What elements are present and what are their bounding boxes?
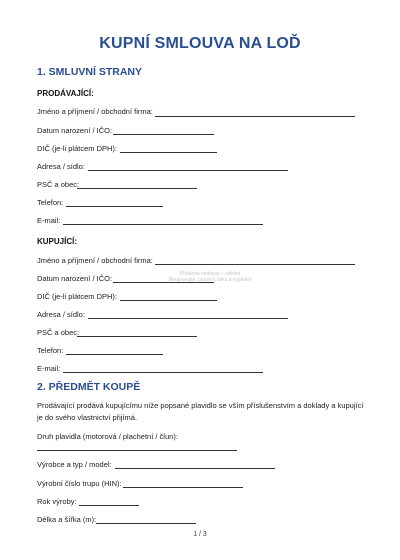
manufacturer-line[interactable] bbox=[115, 468, 275, 469]
dimensions-line[interactable] bbox=[96, 523, 196, 524]
buyer-address-label: Adresa / sídlo: bbox=[37, 310, 85, 319]
seller-name-line[interactable] bbox=[155, 116, 355, 117]
subject-paragraph bbox=[37, 400, 367, 424]
buyer-email-line[interactable] bbox=[63, 372, 263, 373]
seller-birthdate-label: Datum narození / IČO: bbox=[37, 126, 113, 135]
hin-label: Výrobní číslo trupu (HIN): bbox=[37, 479, 122, 488]
buyer-email-label: E-mail: bbox=[37, 364, 61, 373]
seller-email-label: E-mail: bbox=[37, 216, 61, 225]
seller-email-line[interactable] bbox=[63, 224, 263, 225]
buyer-zip-line[interactable] bbox=[77, 336, 197, 337]
watermark bbox=[140, 271, 280, 283]
buyer-vat-label: DIČ (je-li plátcem DPH): bbox=[37, 292, 118, 301]
buyer-vat-line[interactable] bbox=[120, 300, 217, 301]
watermark-line-1: Předloha smlouvy – náhled bbox=[179, 271, 241, 277]
buyer-label: KUPUJÍCÍ: bbox=[37, 237, 78, 246]
buyer-zip-label: PSČ a obec: bbox=[37, 328, 80, 337]
watermark-line-2: Neupravujte, pouze k tisku a vyplnění bbox=[168, 277, 252, 283]
seller-vat-line[interactable] bbox=[120, 152, 217, 153]
vessel-type-line[interactable] bbox=[37, 450, 237, 451]
buyer-name-line[interactable] bbox=[155, 264, 355, 265]
seller-phone-label: Telefon: bbox=[37, 198, 64, 207]
year-label: Rok výroby: bbox=[37, 497, 77, 506]
seller-phone-line[interactable] bbox=[66, 206, 163, 207]
seller-vat-label: DIČ (je-li plátcem DPH): bbox=[37, 144, 118, 153]
dimensions-label: Délka a šířka (m): bbox=[37, 515, 97, 524]
buyer-phone-label: Telefon: bbox=[37, 346, 64, 355]
seller-address-line[interactable] bbox=[88, 170, 288, 171]
seller-label: PRODÁVAJÍCÍ: bbox=[37, 89, 94, 98]
buyer-birthdate-label: Datum narození / IČO: bbox=[37, 274, 113, 283]
section-heading-subject: 2. PŘEDMĚT KOUPĚ bbox=[37, 381, 141, 393]
year-line[interactable] bbox=[79, 505, 139, 506]
seller-zip-line[interactable] bbox=[77, 188, 197, 189]
document-title: KUPNÍ SMLOUVA NA LOĎ bbox=[99, 35, 301, 52]
hin-line[interactable] bbox=[123, 487, 243, 488]
vessel-type-label: Druh plavidla (motorová / plachetní / člun): bbox=[37, 432, 178, 441]
page-number: 1 / 3 bbox=[193, 531, 207, 538]
subject-paragraph-line-2: je do svého vlastnictví přijímá. bbox=[37, 413, 138, 422]
seller-address-label: Adresa / sídlo: bbox=[37, 162, 85, 171]
manufacturer-label: Výrobce a typ / model: bbox=[37, 460, 112, 469]
seller-birthdate-line[interactable] bbox=[113, 134, 214, 135]
seller-name-label: Jméno a příjmení / obchodní firma: bbox=[37, 107, 153, 116]
subject-paragraph-line-1: Prodávající prodává kupujícímu níže popsané plavidlo se vším příslušenstvím a doklady a kupující bbox=[37, 401, 364, 410]
seller-zip-label: PSČ a obec: bbox=[37, 180, 80, 189]
buyer-phone-line[interactable] bbox=[66, 354, 163, 355]
buyer-name-label: Jméno a příjmení / obchodní firma: bbox=[37, 256, 153, 265]
section-heading-parties: 1. SMLUVNÍ STRANY bbox=[37, 66, 143, 78]
buyer-address-line[interactable] bbox=[88, 318, 288, 319]
